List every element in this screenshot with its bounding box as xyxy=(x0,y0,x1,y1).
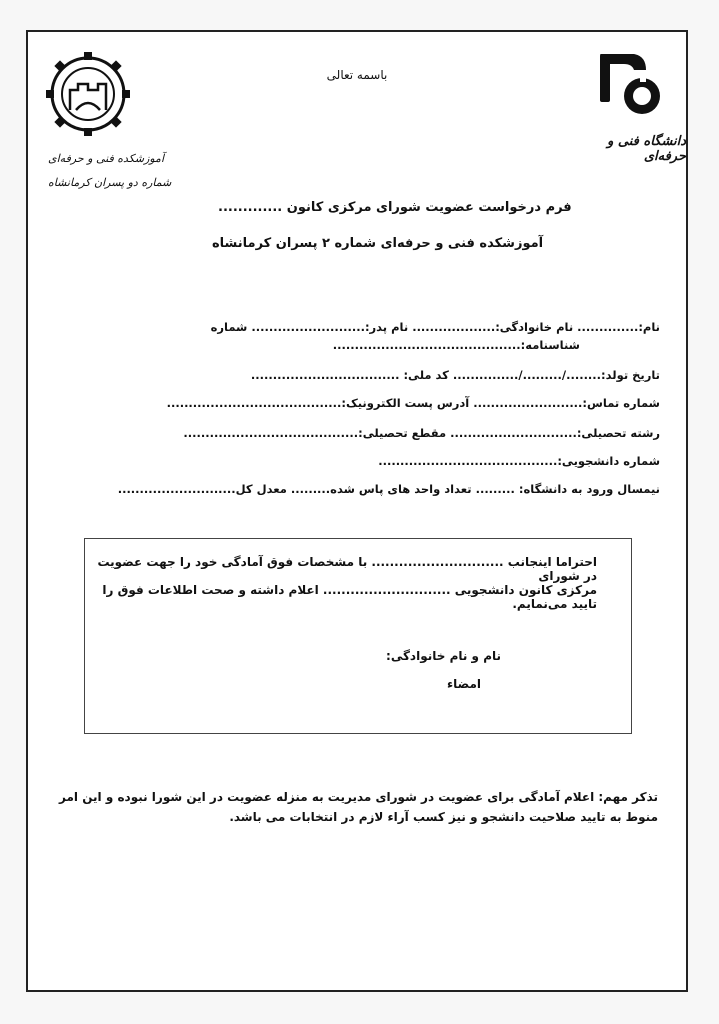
school-name-line1: آموزشکده فنی و حرفه‌ای xyxy=(48,152,165,165)
form-frame xyxy=(26,30,688,992)
field-row-major: رشته تحصیلی:............................. مقطع تحصیلی:........................................ xyxy=(183,426,660,440)
top-title: باسمه تعالی xyxy=(326,68,388,82)
declaration-box xyxy=(84,538,632,734)
note-line2: منوط به تایید صلاحیت دانشجو و نیز کسب آراء لازم در انتخابات می باشد. xyxy=(229,810,658,824)
form-title: فرم درخواست عضویت شورای مرکزی کانون ............. xyxy=(218,200,572,215)
field-row-contact: شماره تماس:......................... آدرس پست الکترونیک:........................................ xyxy=(166,396,660,410)
university-name: دانشگاه فنی و حرفه‌ای xyxy=(607,134,686,164)
note-line1: تذکر مهم: اعلام آمادگی برای عضویت در شورای مدیریت به منزله عضویت در این شورا نبوده و این امر xyxy=(59,790,658,804)
university-logo-icon xyxy=(594,50,664,120)
school-name-line2: شماره دو پسران کرمانشاه xyxy=(48,176,172,189)
declaration-signature-label: امضاء xyxy=(446,677,481,691)
field-row-id-number: شناسنامه:........................................... xyxy=(332,338,580,352)
declaration-line2: مرکزی کانون دانشجویی ............................ اعلام داشته و صحت اطلاعات فوق را تایید می‌نمایم. xyxy=(102,583,597,611)
form-subtitle: آموزشکده فنی و حرفه‌ای شماره ۲ پسران کرمانشاه xyxy=(212,236,544,251)
declaration-name-label: نام و نام خانوادگی: xyxy=(386,649,501,663)
declaration-line1: احتراما اینجانب ............................. با مشخصات فوق آمادگی خود را جهت عضویت در شورای xyxy=(97,555,597,583)
field-row-semester: نیمسال ورود به دانشگاه: ......... تعداد واحد های پاس شده......... معدل کل........................... xyxy=(117,482,660,496)
school-emblem-icon xyxy=(44,50,132,138)
field-row-student-number: شماره دانشجویی:......................................... xyxy=(378,454,660,468)
field-row-name: نام:.............. نام خانوادگی:................... نام پدر:.......................... شماره xyxy=(210,320,660,334)
field-row-birth-date: تاریخ تولد:......../........./............... کد ملی: .................................. xyxy=(250,368,660,382)
